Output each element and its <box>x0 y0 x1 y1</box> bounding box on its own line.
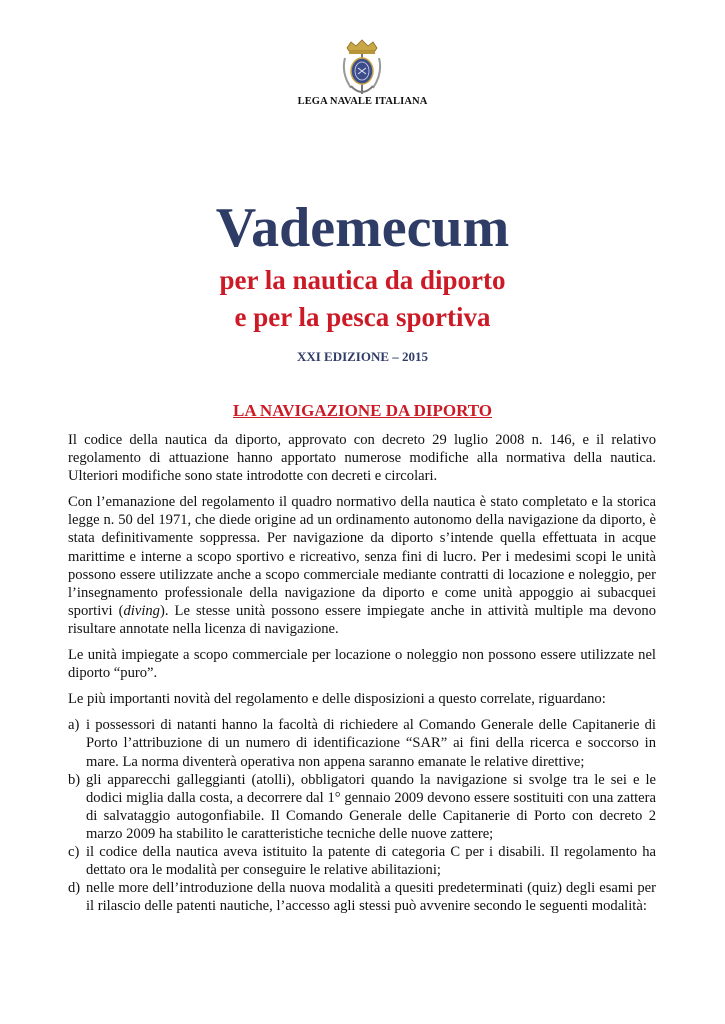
paragraph-2-part-b: ). Le stesse unità possono essere impiegate anche in attività multiple ma devono risultare annotate nella licenza di navigazione. <box>68 602 656 637</box>
paragraph-3: Le unità impiegate a scopo commerciale per locazione o noleggio non possono essere utilizzate nel diporto “puro”. <box>68 647 656 682</box>
list-item-label: d) <box>68 880 81 897</box>
list-item <box>68 879 656 915</box>
list-item-text: il codice della nautica aveva istituito la patente di categoria C per i disabili. Il regolamento ha dettato ora le modalità per conseguire le relative abilitazioni; <box>86 843 656 879</box>
list-item-text: gli apparecchi galleggianti (atolli), obbligatori quando la navigazione si svolge tra le sei e le dodici miglia dalla costa, a decorrere dal 1° gennaio 2009 devono essere sostituiti con una zattera di salvataggio autogonfiabile. Il Comando Generale delle Capitanerie di Porto con decreto 2 marzo 2009 ha stabilito le caratteristiche tecniche delle nuove zattere; <box>86 771 656 842</box>
list-item-text: i possessori di natanti hanno la facoltà di richiedere al Comando Generale delle Capitanerie di Porto l’attribuzione di un numero di identificazione “SAR” ai fini della ricerca e soccorso in mare. La norma diventerà operativa non appena saranno emanate le relative direttive; <box>86 717 656 770</box>
lega-navale-emblem-icon <box>337 38 387 98</box>
organization-name: LEGA NAVALE ITALIANA <box>297 96 428 107</box>
paragraph-4: Le più importanti novità del regolamento e delle disposizioni a questo correlate, riguardano: <box>68 691 606 708</box>
document-title: Vademecum <box>215 197 510 259</box>
list-item-label: c) <box>68 843 80 860</box>
list-item-label: b) <box>68 771 81 788</box>
document-subtitle-line1: per la nautica da diporto <box>219 265 506 295</box>
document-subtitle-line2: e per la pesca sportiva <box>234 302 491 332</box>
list-item-label: a) <box>68 717 80 734</box>
section-body <box>68 431 656 915</box>
list-item-text: nelle more dell’introduzione della nuova modalità a quesiti predeterminati (quiz) degli esami per il rilascio delle patenti nautiche, l’accesso agli stessi può avvenire secondo le seguenti modalità: <box>86 880 656 915</box>
paragraph-2 <box>68 493 656 638</box>
edition-label: XXI EDIZIONE – 2015 <box>296 349 429 364</box>
list-item <box>68 716 656 770</box>
novelty-list <box>68 716 656 915</box>
diving-term: diving <box>123 602 160 619</box>
list-item <box>68 771 656 843</box>
paragraph-2-part-a: Con l’emanazione del regolamento il quadro normativo della nautica è stato completato e la storica legge n. 50 del 1971, che diede origine ad un ordinamento autonomo della navigazione da diporto, è stata definitivamente soppressa. Per navigazione da diporto s’intende quella effettuata in acque marittime e interne a scopo sportivo e ricreativo, senza fini di lucro. Per i medesimi scopi le unità possono essere utilizzate anche a scopo commerciale mediante contratti di locazione e noleggio, per l’insegnamento professionale della navigazione da diporto e come unità appoggio ai subacquei sportivi ( <box>68 494 656 619</box>
section-heading: LA NAVIGAZIONE DA DIPORTO <box>232 401 493 420</box>
paragraph-1: Il codice della nautica da diporto, approvato con decreto 29 luglio 2008 n. 146, e il relativo regolamento di attuazione hanno apportato numerose modifiche alla normativa della nautica. Ulteriori modifiche sono state introdotte con decreti e circolari. <box>68 432 656 485</box>
list-item <box>68 843 656 879</box>
